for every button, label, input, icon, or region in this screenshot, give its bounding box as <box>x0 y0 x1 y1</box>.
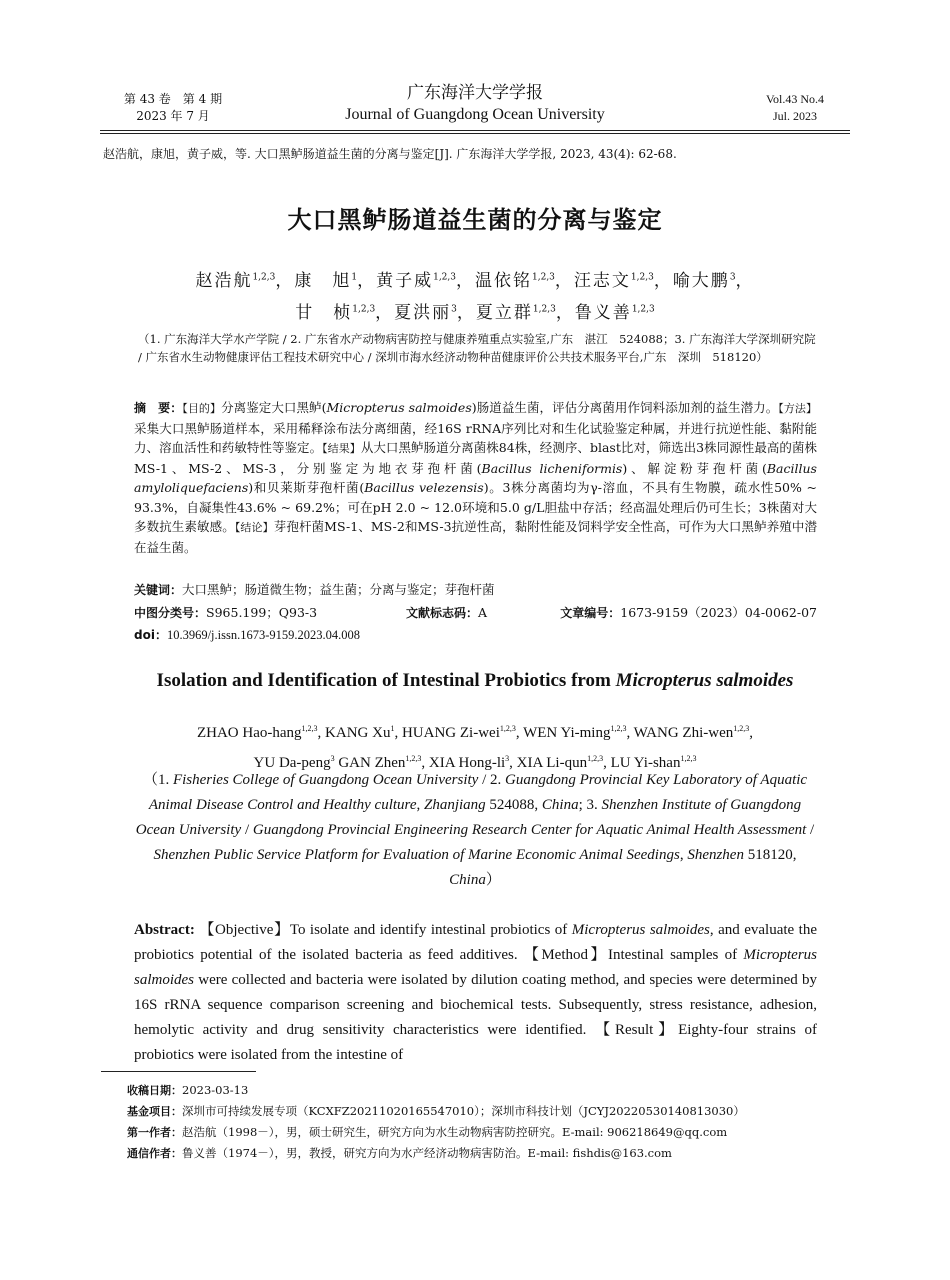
issue-cn: 第 43 卷 第 4 期 <box>123 92 223 106</box>
journal-name <box>250 82 700 126</box>
result-tag: 【结果】 <box>322 442 361 455</box>
affil-institution: Guangdong Provincial Key Laboratory of Aquatic Animal Disease Control and Healthy culture <box>148 772 808 813</box>
affil-institution: Shenzhen Public Service Platform for Evaluation of Marine Economic Animal Seedings <box>153 847 680 863</box>
author-en: , WANG Zhi-wen <box>626 725 734 741</box>
author-en: , HUANG Zi-wei <box>394 725 500 741</box>
date-cn: 2023 年 7 月 <box>136 109 210 123</box>
author-affil-sup: 1,2,3 <box>631 304 655 315</box>
issue-info-cn <box>118 91 228 125</box>
author-cn: 温依铭 <box>475 271 532 291</box>
affil-city: Zhanjiang <box>423 797 486 813</box>
scientific-name: Bacillus velezensis <box>364 480 484 495</box>
author-cn: 黄子威 <box>376 271 434 291</box>
author-affil-sup: 1,2,3 <box>252 272 276 283</box>
method-tag: 【方法】 <box>778 402 817 415</box>
author-en: , WEN Yi-ming <box>515 725 611 741</box>
affil-institution: Shenzhen Institute of Guangdong Ocean University <box>135 797 802 838</box>
keywords-label: 关键词： <box>134 583 183 597</box>
result-text: Eighty-four strains of probiotics were isolated from the intestine of <box>134 1022 818 1063</box>
affiliation-cn: （1. 广东海洋大学水产学院 / 2. 广东省水产动物病害防控与健康养殖重点实验室,广东 湛江 524088；3. 广东海洋大学深圳研究院 / 广东省水生动物健康评估工程技术研究中心 / 深圳市海水经济动物种苗健康评价公共技术服务平台,广东 深圳 518120） <box>138 332 816 364</box>
author-affil-sup: 3 <box>330 754 335 763</box>
affiliation-en <box>130 768 820 893</box>
method-text: were collected and bacteria were isolated by dilution coating method, and species were determined by 16S rRNA sequence comparison screening and biochemical tests. Subsequently, stress resistance, adhesion, hemolytic activity and drug sensitivity characteristics were identified. <box>134 972 817 1038</box>
objective-text: 分离鉴定大口黑鲈( <box>221 400 327 415</box>
author-cn: 鲁义善 <box>574 303 632 323</box>
corresponding-label: 通信作者： <box>127 1147 182 1160</box>
affil-text: ） <box>485 872 501 888</box>
title-en-sci: Micropterus salmoides <box>615 670 794 691</box>
footnote-corresponding <box>127 1143 847 1164</box>
scientific-name: Bacillus amyloliquefaciens <box>134 460 817 495</box>
scientific-name: Micropterus salmoides <box>134 947 817 988</box>
result-text: )和贝莱斯芽孢杆菌( <box>248 480 365 495</box>
doc-value: A <box>478 605 488 620</box>
method-text: Intestinal samples of <box>608 947 744 963</box>
header-rule-top <box>100 130 850 131</box>
received-label: 收稿日期： <box>127 1084 182 1097</box>
affil-country: China <box>449 872 486 888</box>
footnote-fund <box>127 1101 847 1122</box>
objective-text: To isolate and identify intestinal probiotics of <box>289 922 572 938</box>
footnote-received <box>127 1080 847 1101</box>
author-cn: 夏立群 <box>475 303 533 323</box>
author-cn: 甘 桢 <box>295 303 353 323</box>
author-affil-sup: 1 <box>390 724 395 733</box>
objective-text: , and evaluate the probiotics potential of the isolated bacteria as feed additives. <box>134 922 818 963</box>
affil-text: / <box>241 822 253 838</box>
authors-en-line-1 <box>100 716 850 746</box>
first-author-label: 第一作者： <box>127 1126 182 1139</box>
author-en: , XIA Li-qun <box>509 755 588 771</box>
footnote-rule <box>101 1071 256 1072</box>
conclusion-tag: 【结论】 <box>234 521 274 534</box>
classification-row <box>134 603 817 623</box>
author-cn: 汪志文 <box>573 271 631 291</box>
author-en: , LU Yi-shan <box>603 755 681 771</box>
journal-name-en: Journal of Guangdong Ocean University <box>345 106 605 123</box>
abstract-en-label: Abstract: <box>134 922 195 938</box>
affil-country: China <box>541 797 579 813</box>
citation: 赵浩航，康旭，黄子威，等. 大口黑鲈肠道益生菌的分离与鉴定[J]. 广东海洋大学学报, 2023, 43(4): 62-68. <box>103 147 677 161</box>
keywords-value: 大口黑鲈；肠道微生物；益生菌；分离与鉴定；芽孢杆菌 <box>182 582 495 597</box>
authors-en <box>100 716 850 776</box>
author-affil-sup: 1 <box>351 272 358 283</box>
author-affil-sup: 1,2,3 <box>610 724 627 733</box>
author-cn: 夏洪丽 <box>394 303 452 323</box>
footnote-first-author <box>127 1122 847 1143</box>
author-affil-sup: 3 <box>505 754 510 763</box>
affil-institution: Guangdong Provincial Engineering Research Center for Aquatic Animal Health Assessment <box>252 822 807 838</box>
page-title-cn: 大口黑鲈肠道益生菌的分离与鉴定 <box>287 206 663 234</box>
art-value: 1673-9159（2023）04-0062-07 <box>620 605 817 620</box>
affil-institution: Fisheries College of Guangdong Ocean University <box>172 772 479 788</box>
affil-text: ; 3. <box>578 797 602 813</box>
abstract-cn-label: 摘 要： <box>134 401 183 415</box>
author-en: GAN Zhen <box>334 755 406 771</box>
author-affil-sup: 1,2,3 <box>630 272 654 283</box>
author-affil-sup: 1,2,3 <box>352 304 376 315</box>
issue-en: Vol.43 No.4 <box>765 92 825 106</box>
art-label: 文章编号： <box>560 606 621 620</box>
affil-text: / <box>806 822 815 838</box>
header-rule-bottom <box>100 133 850 134</box>
objective-tag: 【Objective】 <box>199 922 290 938</box>
conclusion-text: 芽孢杆菌MS-1、MS-2和MS-3抗逆性高，黏附性能及饲料学安全性高，可作为大口黑鲈养殖中潜在益生菌。 <box>134 519 818 555</box>
corresponding-value: 鲁义善（1974－），男，教授，研究方向为水产经济动物病害防治。E-mail: fishdis@163.com <box>182 1146 672 1160</box>
document-code <box>406 603 487 623</box>
author-en: YU Da-peng <box>253 755 331 771</box>
author-affil-sup: 1,2,3 <box>532 304 556 315</box>
first-author-value: 赵浩航（1998－），男，硕士研究生，研究方向为水生动物病害防控研究。E-mail: 906218649@qq.com <box>182 1125 728 1139</box>
doi-label: doi： <box>134 628 167 642</box>
affil-text: / 2. <box>478 772 505 788</box>
author-en: ZHAO Hao-hang <box>196 725 302 741</box>
fund-value: 深圳市可持续发展专项（KCXFZ20211020165547010）；深圳市科技计划（JCYJ20220530140813030） <box>182 1104 745 1118</box>
objective-tag: 【目的】 <box>182 402 222 415</box>
author-affil-sup: 1,2,3 <box>301 724 318 733</box>
issue-info-en <box>740 91 850 125</box>
author-cn: 喻大鹏 <box>672 271 730 291</box>
author-affil-sup: 1,2,3 <box>433 272 456 283</box>
title-en-main: Isolation and Identification of Intestinal Probiotics from <box>156 670 616 691</box>
scientific-name: Micropterus salmoides <box>571 922 710 938</box>
footnotes <box>127 1080 847 1164</box>
clc-value: S965.199；Q93-3 <box>206 605 318 620</box>
scientific-name: Bacillus licheniformis <box>481 460 623 476</box>
author-affil-sup: 1,2,3 <box>680 754 697 763</box>
doi <box>134 626 817 645</box>
doi-value: 10.3969/j.issn.1673-9159.2023.04.008 <box>166 628 361 642</box>
author-cn: 康 旭 <box>294 271 352 291</box>
result-text: )。3株分离菌均为γ-溶血，不具有生物膜，疏水性50% ~ 93.3%，自凝集性43.6% ~ 69.2%；可在pH 2.0 ~ 12.0环境和5.0 g/L胆盐中存活；经高温处理后仍可生长；3株菌对大多数抗生素敏感。 <box>134 480 817 534</box>
result-text: 从大口黑鲈肠道分离菌株84株，经测序、blast比对，筛选出3株同源性最高的菌株MS-1、MS-2、MS-3，分别鉴定为地衣芽孢杆菌( <box>134 440 817 476</box>
clc-label: 中图分类号： <box>134 606 207 620</box>
article-number <box>560 603 817 623</box>
fund-label: 基金项目： <box>127 1105 182 1118</box>
affil-text: 524088, <box>485 797 542 813</box>
page-title-en <box>0 670 950 692</box>
affil-city: Shenzhen <box>687 847 744 863</box>
author-affil-sup: 3 <box>729 272 736 283</box>
author-en: , KANG Xu <box>317 725 391 741</box>
author-affil-sup: 1,2,3 <box>405 754 422 763</box>
affil-text: 518120, <box>743 847 797 863</box>
objective-text: )肠道益生菌，评估分离菌用作饲料添加剂的益生潜力。 <box>471 400 779 415</box>
doc-label: 文献标志码： <box>406 606 479 620</box>
abstract-en <box>134 918 817 1068</box>
author-affil-sup: 1,2,3 <box>587 754 604 763</box>
received-value: 2023-03-13 <box>182 1083 249 1097</box>
author-affil-sup: 1,2,3 <box>532 272 555 283</box>
clc-number <box>134 605 317 620</box>
author-affil-sup: 1,2,3 <box>733 724 750 733</box>
journal-name-cn: 广东海洋大学学报 <box>407 83 543 103</box>
author-affil-sup: 3 <box>451 304 457 315</box>
author-affil-sup: 1,2,3 <box>499 724 516 733</box>
abstract-cn <box>134 398 817 557</box>
author-en: , XIA Hong-li <box>421 755 506 771</box>
author-cn: 赵浩航 <box>195 271 253 291</box>
result-text: )、解淀粉芽孢杆菌( <box>622 460 767 476</box>
date-en: Jul. 2023 <box>772 109 817 123</box>
affil-text: , <box>416 797 424 813</box>
author-en-separator: , <box>749 725 753 741</box>
result-tag: 【Result】 <box>595 1022 679 1038</box>
affil-text: , <box>679 847 688 863</box>
authors-cn-line-2: 甘 桢$^{1,2,3}$，夏洪丽$^3$，夏立群$^{1,2,3}$，鲁义善$^{1,2,3}$ <box>295 303 655 323</box>
affil-text: （1. <box>142 772 173 788</box>
authors-cn-line-1: 赵浩航$^{1,2,3}$，康 旭$^1$，黄子威$^{1,2,3}$，温依铭$^{1,2,3}$，汪志文$^{1,2,3}$，喻大鹏$^3$， <box>195 271 755 291</box>
scientific-name: Micropterus salmoides <box>326 400 472 415</box>
method-text: 采集大口黑鲈肠道样本，采用稀释涂布法分离细菌，经16S rRNA序列比对和生化试验鉴定种属，并进行抗逆性能、黏附能力、溶血活性和药敏特性等鉴定。 <box>134 420 817 455</box>
method-tag: 【Method】 <box>523 947 608 963</box>
keywords-cn <box>134 580 817 600</box>
